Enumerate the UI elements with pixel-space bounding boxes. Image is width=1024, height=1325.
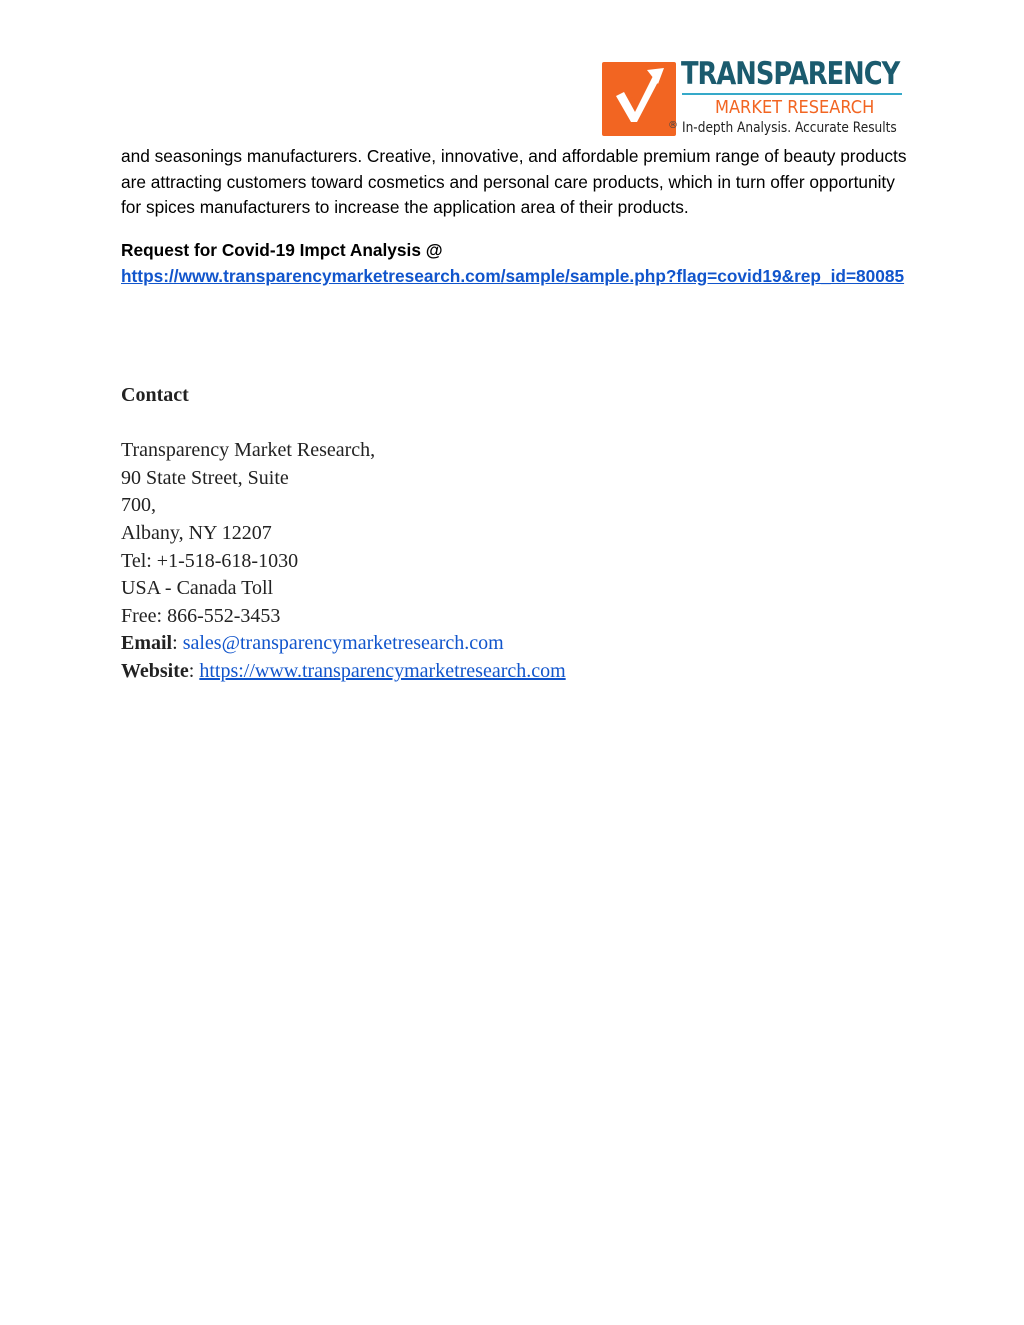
contact-tollfree-label: USA - Canada Toll (121, 577, 274, 600)
company-logo (602, 56, 902, 138)
contact-phone: Tel: +1-518-618-1030 (121, 549, 299, 572)
contact-email-row: Email: sales@transparencymarketresearch.com (121, 632, 504, 655)
checkmark-logo-icon (602, 62, 676, 136)
logo-subtitle (715, 97, 874, 118)
contact-tollfree-number: Free: 866-552-3453 (121, 604, 281, 627)
contact-block (121, 382, 566, 686)
contact-heading: Contact (121, 384, 189, 406)
email-link[interactable]: sales@transparencymarketresearch.com (182, 632, 504, 655)
covid-request-label: Request for Covid-19 Impct Analysis @ (121, 240, 443, 260)
body-paragraph: and seasonings manufacturers. Creative, innovative, and affordable premium range of beauty products are attracting customers toward cosmetics and personal care products, which in turn offer opportunity for spices manufacturers to increase the application area of their products. (121, 146, 907, 217)
covid-request-link[interactable]: https://www.transparencymarketresearch.com/sample/sample.php?flag=covid19&rep_id=80085 (121, 266, 905, 286)
email-label: Email (121, 632, 173, 655)
contact-city: Albany, NY 12207 (121, 521, 272, 544)
registered-mark: ® (668, 120, 678, 131)
website-label: Website (121, 659, 189, 682)
contact-company: Transparency Market Research, (121, 439, 376, 462)
contact-suite: 700, (121, 494, 156, 517)
logo-divider (682, 93, 902, 95)
covid-request-block (121, 237, 921, 289)
contact-website-row: Website: https://www.transparencymarketresearch.com (121, 659, 566, 682)
logo-subtitle-word2: RESEARCH (787, 97, 875, 118)
contact-street: 90 State Street, Suite (121, 466, 289, 489)
website-link[interactable]: https://www.transparencymarketresearch.com (199, 659, 566, 682)
logo-tagline: In-depth Analysis. Accurate Results (682, 120, 897, 136)
logo-subtitle-word1: MARKET (715, 97, 783, 118)
logo-title: TRANSPARENCY (681, 56, 900, 92)
